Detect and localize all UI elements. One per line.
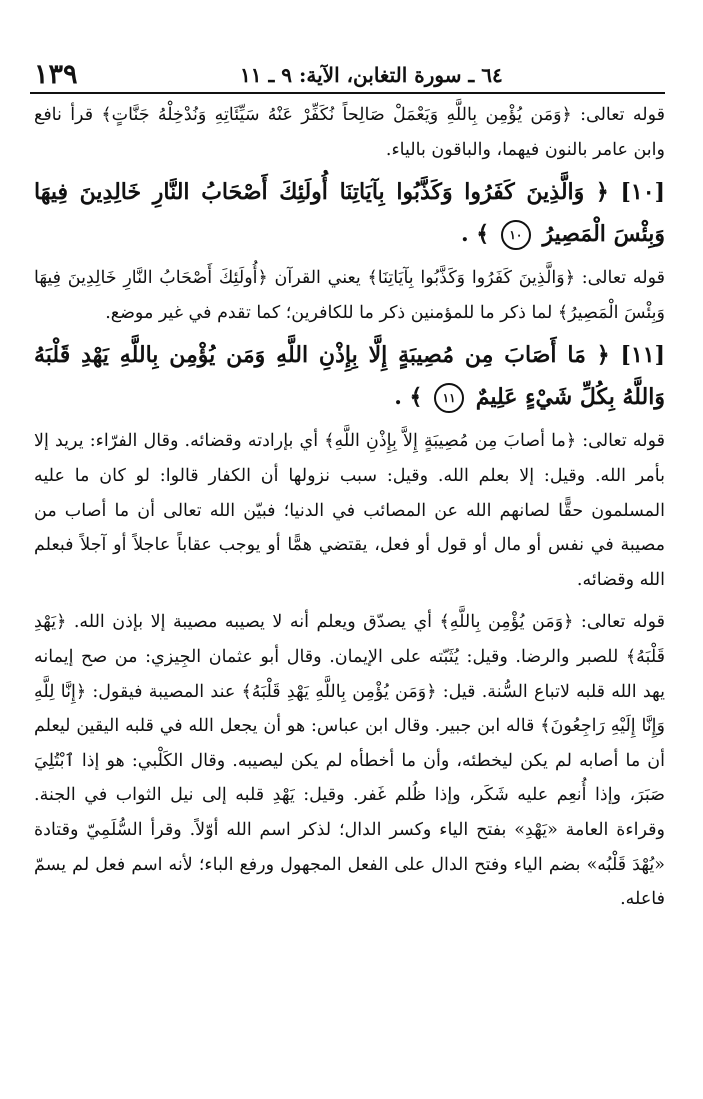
commentary-paragraph-4 [34,605,665,916]
page-number: ١٣٩ [34,59,78,90]
paragraph-line: قوله تعالى: ﴿وَمَن يُؤْمِن بِاللَّهِ وَيَعْمَلْ صَالِحاً نُكَفِّرْ عَنْهُ سَيِّئَاتِهِ وَنُدْخِلْهُ جَنَّاتٍ﴾ [101,105,665,125]
verse-11 [34,334,665,418]
verse-end: ﴾ . [394,384,423,411]
verse-10 [34,171,665,255]
verse-number: [١١] [620,342,665,369]
running-title: ٦٤ ـ سورة التغابن، الآية: ٩ ـ ١١ [240,63,503,87]
ayah-end-mark: ١٠ [501,220,531,250]
commentary-paragraph-2 [34,261,665,330]
verse-text: ﴿ وَالَّذِينَ كَفَرُوا وَكَذَّبُوا بِآيَاتِنَا أُولَئِكَ أَصْحَابُ النَّارِ خَالِدِينَ فِيهَا وَبِئْسَ الْمَصِيرُ [34,179,665,248]
page-body [34,98,665,917]
ayah-end-mark: ١١ [434,383,464,413]
commentary-paragraph-3 [34,424,665,597]
verse-text: ﴿ مَا أَصَابَ مِن مُصِيبَةٍ إِلَّا بِإِذْنِ اللَّهِ وَمَن يُؤْمِن بِاللَّهِ يَهْدِ قَلْبَهُ وَاللَّهُ بِكُلِّ شَيْءٍ عَلِيمٌ [34,342,665,411]
paragraph-line: قرأ نافع وابن عامر بالنون فيهما، والباقون بالياء. [34,105,665,160]
verse-end: ﴾ . [460,221,490,248]
paragraph-line: قوله تعالى: ﴿وَمَن يُؤْمِن بِاللَّهِ﴾ أي يصدّق ويعلم أنه لا يصيبه مصيبة إلا بإذن الله. ﴿يَهْدِ قَلْبَهُ﴾ للصبر والرضا. وقيل: يُثَبّته على الإيمان. وقال أبو عثمان الجِيزي: من صح إيمانه يهد الله قلبه لاتباع السُّنة. قيل: ﴿وَمَن يُؤْمِن بِاللَّهِ يَهْدِ قَلْبَهُ﴾ عند المصيبة فيقول: ﴿إِنَّا لِلَّهِ وَإِنَّا إِلَيْهِ رَاجِعُونَ﴾ قاله ابن جبير. وقال ابن عباس: هو أن يجعل الله في قلبه اليقين ليعلم أن ما أصابه لم يكن ليخطئه، وأن ما أخطأه لم يكن ليصيبه. وقال الكَلْبي: هو إذا ٱبْتُلِيَ صَبَرَ، وإذا أُنعِم عليه شَكَر، وإذا ظُلم غَفر. وقيل: يَهْدِ قلبه إلى نيل الثواب في الجنة. وقراءة العامة «يَهْدِ» بفتح الياء وكسر الدال؛ لذكر اسم الله أوّلاً. وقرأ السُّلَمِيّ وقتادة «يُهْدَ قَلْبُه» بضم الياء وفتح الدال على الفعل المجهول ورفع الباء؛ لأنه اسم فعل لم يسمّ فاعله. [34,612,665,910]
verse-number: [١٠] [620,179,665,206]
paragraph-line: قوله تعالى: ﴿ما أصابَ مِن مُصِيبَةٍ إِلاَّ بِإِذْنِ اللَّهِ﴾ أي بإرادته وقضائه. وقال الفرّاء: يريد إلا بأمر الله. وقيل: إلا بعلم الله. وقيل: سبب نزولها أن الكفار قالوا: لو كان ما عليه المسلمون حقًّا لصانهم الله عن المصائب في الدنيا؛ فبيّن الله تعالى أن ما أصاب من مصيبة في نفس أو مال أو قول أو فعل، يقتضي همًّا أو يوجب عقاباً عاجلاً أو آجلاً فبعلم الله وقضائه. [34,431,665,590]
paragraph-line: قوله تعالى: ﴿وَالَّذِينَ كَفَرُوا وَكَذَّبُوا بِآيَاتِنَا﴾ يعني القرآن ﴿أُولَئِكَ أَصْحَابُ النَّارِ خَالِدِينَ فِيهَا وَبِئْسَ الْمَصِيرُ﴾ لما ذكر ما للمؤمنين ذكر ما للكافرين؛ كما تقدم في غير موضع. [34,268,665,323]
commentary-paragraph-1 [34,98,665,167]
page-header [30,58,665,94]
